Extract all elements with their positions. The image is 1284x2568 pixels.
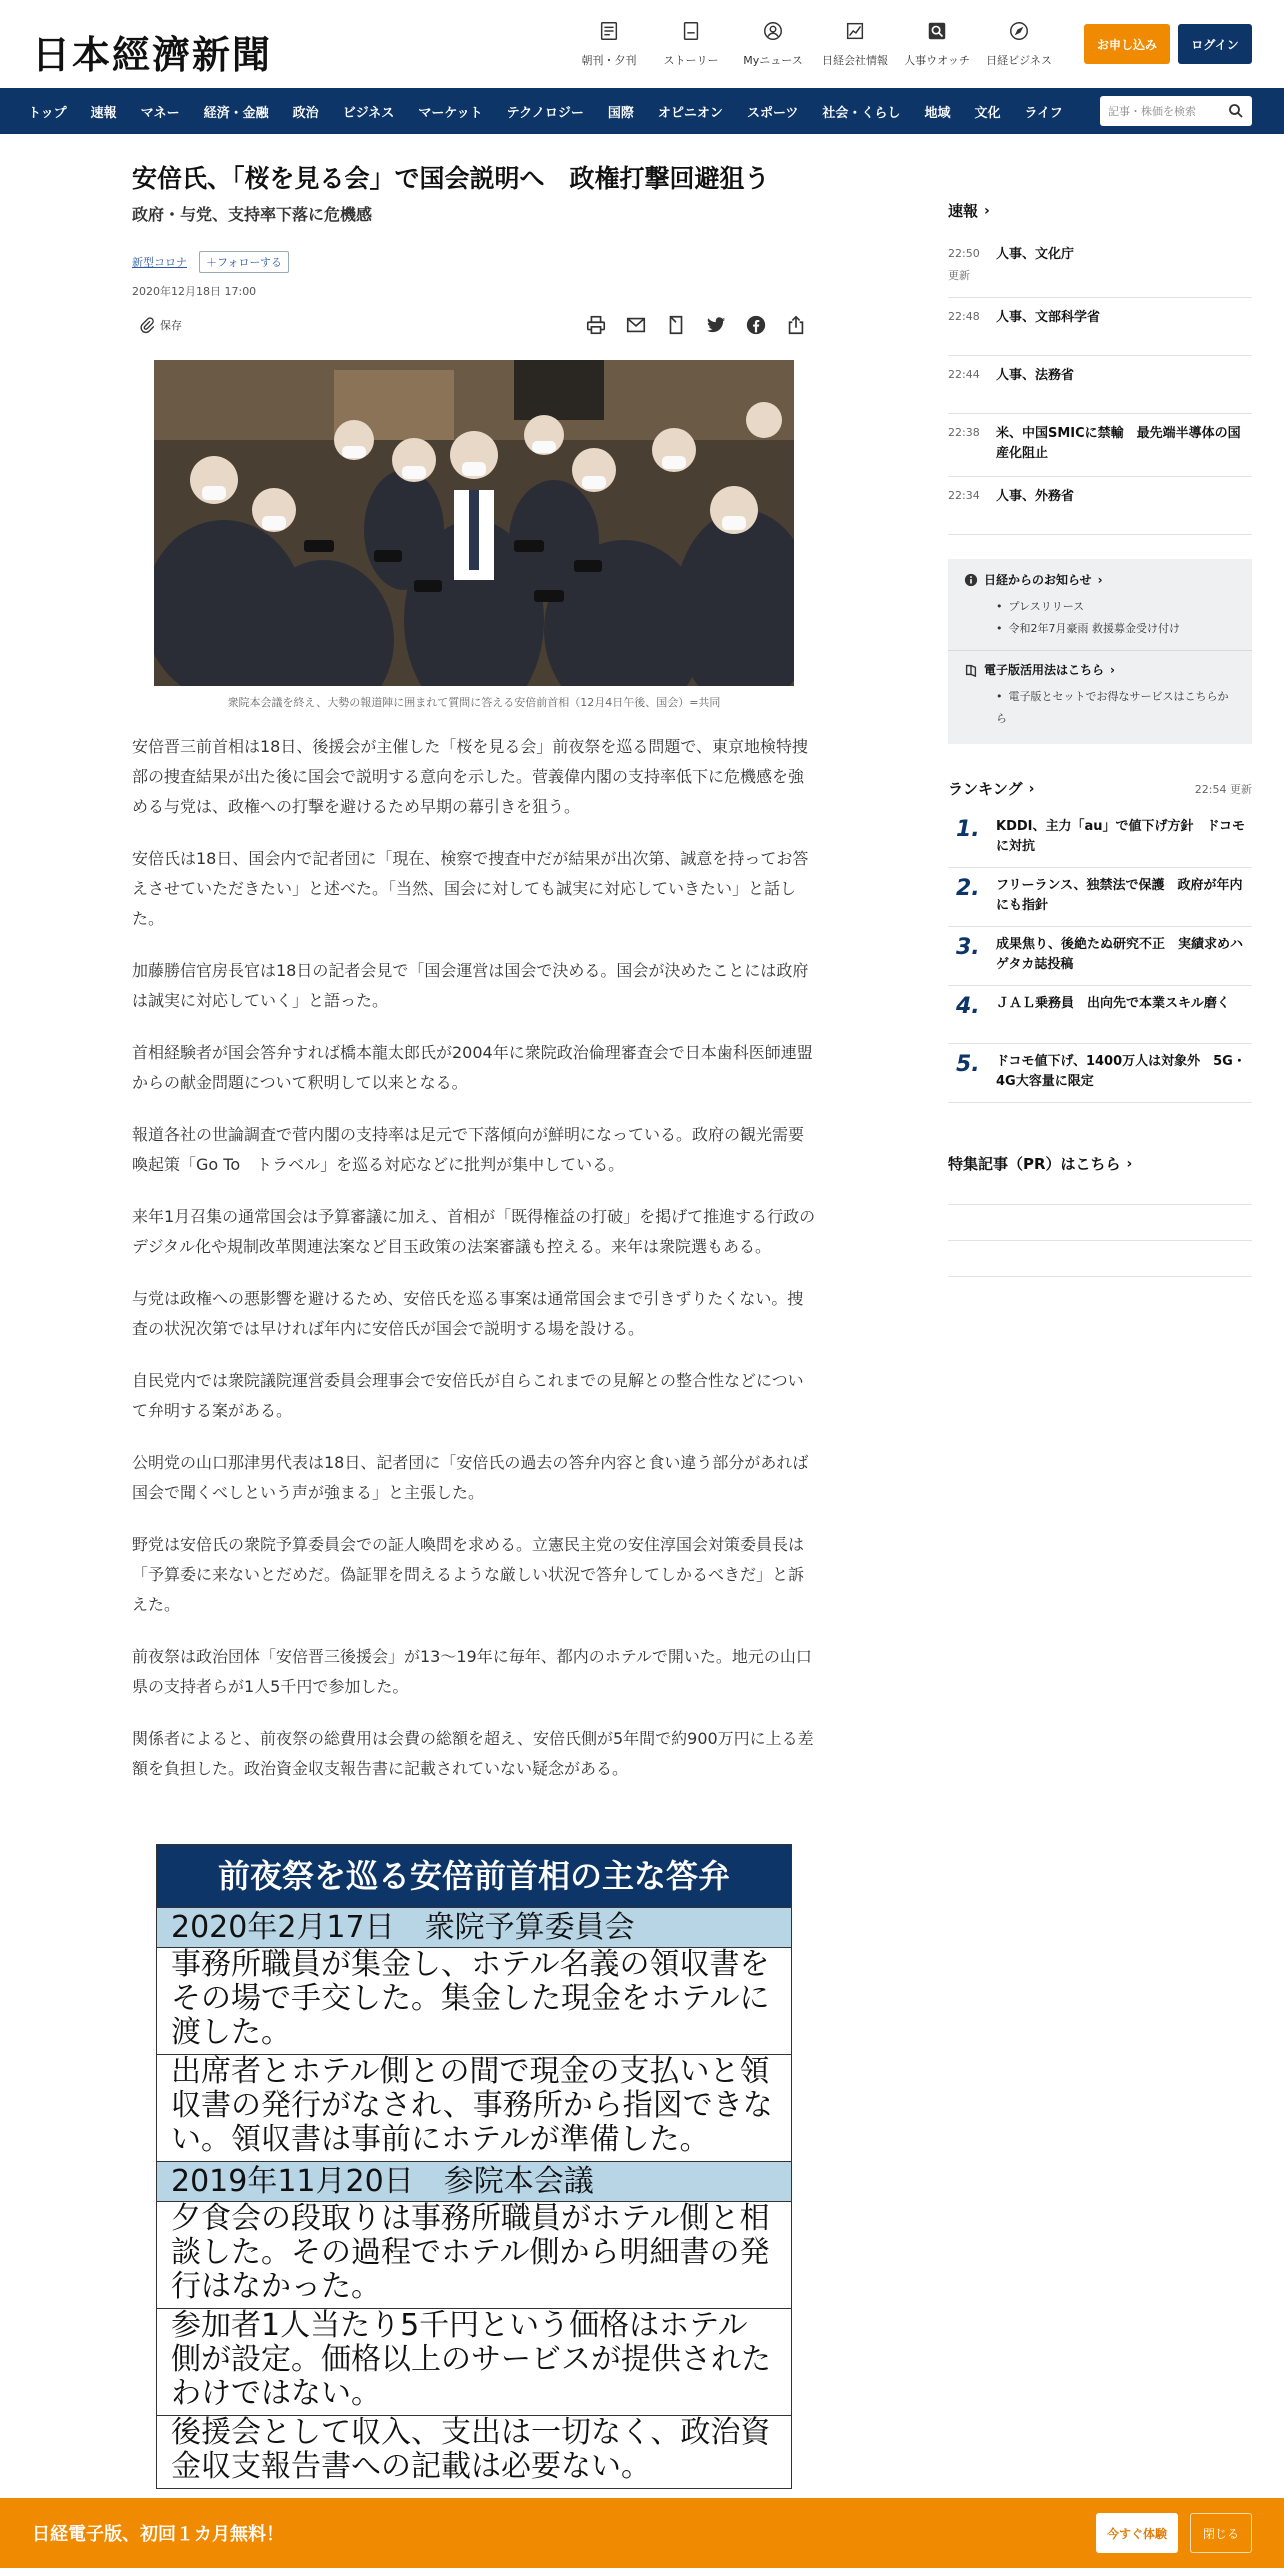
article-paragraph: 与党は政権への悪影響を避けるため、安倍氏を巡る事案は通常国会まで引きずりたくない。捜査の状況次第では早ければ年内に安倍氏が国会で説明する場を設ける。 (132, 1289, 804, 1338)
press-scrum-photo (154, 360, 794, 686)
header-nav-label: ストーリー (663, 54, 719, 67)
main-nav-item[interactable]: 国際 (607, 105, 634, 121)
rank-number: 3. (956, 935, 980, 960)
info-icon (964, 573, 978, 587)
article-body (132, 732, 816, 1806)
main-nav-item[interactable]: 地域 (924, 105, 951, 121)
main-nav-item[interactable]: 政治 (292, 105, 319, 121)
ranking-updated-time: 22:54 更新 (1194, 782, 1252, 796)
feature-placeholder-row (948, 1241, 1252, 1277)
share-icons (576, 314, 816, 336)
header-nav-story[interactable] (650, 20, 732, 68)
header-nav-jinji[interactable] (896, 20, 978, 68)
mail-icon (625, 314, 647, 336)
answers-row: 出席者とホテル側との間で現金の支払いと領収書の発行がなされ、事務所から指図できない。領収書は事前にホテルが準備した。 (157, 2054, 791, 2161)
main-nav-item[interactable]: 社会・くらし (822, 105, 901, 121)
news-time: 22:48 (948, 310, 980, 323)
trial-banner (0, 2498, 1284, 2568)
article-paragraph: 安倍氏は18日、国会内で記者団に「現在、検察で捜査中だが結果が出次第、誠意を持ってお答えさせていただきたい」と述べた。「当然、国会に対しても誠実に対応していきたい」と話した。 (132, 849, 809, 928)
chart-icon (844, 20, 866, 42)
news-time: 22:44 (948, 368, 980, 381)
search-person-icon (926, 20, 948, 42)
rank-number: 2. (956, 876, 980, 901)
book-icon (964, 663, 978, 677)
chevron-right-icon: › (1097, 572, 1103, 587)
article-toolbar (132, 312, 816, 342)
main-nav-item[interactable]: 速報 (90, 105, 117, 121)
follow-button[interactable] (199, 251, 289, 273)
header-nav (568, 20, 1060, 68)
main-nav-item[interactable]: スポーツ (746, 105, 799, 121)
usage-heading[interactable] (964, 661, 1236, 678)
chevron-right-icon: › (1110, 662, 1115, 677)
header-nav-label: 日経ビジネス (986, 54, 1052, 67)
facebook-icon (745, 314, 767, 336)
main-nav-item[interactable]: マーケット (418, 105, 483, 121)
notice-link[interactable]: • 令和2年7月豪雨 救援募金受け付け (996, 618, 1236, 640)
main-nav-item[interactable]: マネー (140, 105, 180, 121)
notice-link[interactable]: • プレスリリース (996, 596, 1236, 618)
article-subhead: 政府・与党、支持率下落に危機感 (132, 205, 373, 224)
notice-heading-label: 日経からのお知らせ (984, 573, 1092, 587)
breaking-news-list (948, 235, 1252, 535)
article-paragraph: 野党は安倍氏の衆院予算委員会での証人喚問を求める。立憲民主党の安住淳国会対策委員長は「予算委に来ないとだめだ。偽証罪を問えるような厳しい状況で答弁してしかるべきだ」と訴えた。 (132, 1535, 805, 1614)
chevron-right-icon: › (1028, 780, 1035, 797)
answers-row: 後援会として収入、支出は一切なく、政治資金収支報告書への記載は必要ない。 (157, 2415, 791, 2488)
print-button[interactable] (576, 314, 616, 336)
main-nav-item[interactable]: テクノロジー (506, 105, 584, 121)
rank-title: ＪＡＬ乗務員 出向先で本業スキル磨く (996, 996, 1230, 1011)
chevron-right-icon: › (984, 202, 990, 219)
memo-button[interactable] (656, 314, 696, 336)
article-paragraph: 報道各社の世論調査で菅内閣の支持率は足元で下落傾向が鮮明になっている。政府の観光需要喚起策「Go To トラベル」を巡る対応などに批判が集中している。 (132, 1125, 805, 1174)
ranking-list (948, 809, 1252, 1103)
search-icon[interactable] (1228, 103, 1244, 119)
article-paragraph: 公明党の山口那津男代表は18日、記者団に「安倍氏の過去の答弁内容と食い違う部分があれば国会で聞くべしという声が強まる」と主張した。 (132, 1453, 809, 1502)
user-icon (762, 20, 784, 42)
header-nav-mynews[interactable] (732, 20, 814, 68)
usage-link[interactable]: • 電子版とセットでお得なサービスはこちらから (996, 686, 1236, 730)
rank-number: 1. (956, 817, 980, 842)
ranking-item[interactable] (948, 927, 1252, 986)
paperclip-icon (138, 316, 156, 334)
usage-heading-label: 電子版活用法はこちら (984, 663, 1105, 677)
story-icon (680, 20, 702, 42)
feature-section (948, 1153, 1252, 1205)
header-nav-business[interactable] (978, 20, 1060, 68)
news-item[interactable] (948, 235, 1252, 298)
main-nav-list (16, 88, 1075, 134)
main-nav-item[interactable]: 文化 (974, 105, 1001, 121)
print-icon (585, 314, 607, 336)
rank-title: 成果焦り、後絶たぬ研究不正 実績求めハゲタカ誌投稿 (996, 937, 1244, 972)
article-headline: 安倍氏、「桜を見る会」で国会説明へ 政権打撃回避狙う (132, 164, 770, 193)
article-paragraph: 加藤勝信官房長官は18日の記者会見で「国会運営は国会で決める。国会が決めたことには政府は誠実に対応していく」と語った。 (132, 961, 809, 1010)
feature-placeholder-row (948, 1205, 1252, 1241)
share-button[interactable] (776, 314, 816, 336)
share-icon (785, 314, 807, 336)
notice-box (948, 559, 1252, 744)
news-time: 22:38 (948, 426, 980, 439)
feature-heading[interactable] (948, 1153, 1252, 1174)
publish-date: 2020年12月18日 17:00 (132, 285, 257, 298)
login-button[interactable]: ログイン (1178, 24, 1252, 64)
ranking-item[interactable] (948, 868, 1252, 927)
news-item[interactable] (948, 477, 1252, 535)
trial-banner-text: 日経電子版、初回１カ月無料！ (32, 2524, 284, 2545)
notice-heading[interactable] (964, 571, 1236, 588)
plus-icon: ＋ (206, 256, 217, 269)
article (132, 160, 816, 2484)
ranking-item[interactable] (948, 1044, 1252, 1103)
site-logo[interactable]: 日本經濟新聞 (32, 32, 273, 77)
answers-date-row: 2019年11月20日 参院本会議 (157, 2161, 791, 2201)
main-nav-item[interactable]: ライフ (1024, 105, 1063, 121)
newspaper-icon (598, 20, 620, 42)
article-paragraph: 前夜祭は政治団体「安倍晋三後援会」が13～19年に毎年、都内のホテルで開いた。地元の山口県の支持者らが1人5千円で参加した。 (132, 1647, 812, 1696)
search-box (1100, 96, 1252, 126)
twitter-icon (705, 314, 727, 336)
news-title: 米、中国SMICに禁輸 最先端半導体の国産化阻止 (996, 426, 1241, 461)
answers-table (156, 1844, 792, 2489)
ranking-heading[interactable] (948, 778, 1034, 799)
ranking-heading-label: ランキング (948, 780, 1023, 798)
main-nav (0, 88, 1284, 134)
feature-heading-label: 特集記事（PR）はこちら (948, 1155, 1121, 1173)
news-title: 人事、法務省 (996, 368, 1075, 383)
article-paragraph: 自民党内では衆院議院運営委員会理事会で安倍氏が自らこれまでの見解との整合性などについて弁明する案がある。 (132, 1371, 804, 1420)
header-nav-label: 人事ウオッチ (904, 54, 970, 67)
header-nav-paper[interactable] (568, 20, 650, 68)
news-updated-label: 更新 (948, 269, 970, 282)
follow-label: フォローする (217, 256, 282, 269)
news-title: 人事、文化庁 (996, 247, 1075, 262)
rank-title: ドコモ値下げ、1400万人は対象外 5G・4G大容量に限定 (996, 1054, 1246, 1089)
search-input[interactable] (1108, 101, 1220, 121)
answers-table-title: 前夜祭を巡る安倍前首相の主な答弁 (157, 1845, 791, 1907)
save-label: 保存 (160, 319, 182, 332)
breaking-news-heading[interactable] (948, 200, 1252, 221)
chevron-right-icon: › (1126, 1155, 1133, 1172)
save-button[interactable] (138, 316, 182, 334)
memo-icon (665, 314, 687, 336)
article-paragraph: 関係者によると、前夜祭の総費用は会費の総額を超え、安倍氏側が5年間で約900万円に上る差額を負担した。政治資金収支報告書に記載されていない疑念がある。 (132, 1729, 814, 1778)
subscribe-button[interactable]: お申し込み (1084, 24, 1170, 64)
article-paragraph: 安倍晋三前首相は18日、後援会が主催した「桜を見る会」前夜祭を巡る問題で、東京地検特捜部の捜査結果が出た後に国会で説明する意向を示した。菅義偉内閣の支持率低下に危機感を強める与党は、政権への打撃を避けるため早期の幕引きを狙う。 (132, 737, 809, 816)
header-nav-label: Myニュース (743, 54, 803, 67)
main-nav-item[interactable]: オピニオン (657, 105, 723, 121)
main-nav-item[interactable]: トップ (28, 105, 67, 121)
news-time: 22:50 (948, 247, 980, 260)
news-item[interactable] (948, 356, 1252, 414)
divider (948, 650, 1252, 651)
header-nav-company[interactable] (814, 20, 896, 68)
site-header (0, 0, 1284, 88)
mail-button[interactable] (616, 314, 656, 336)
news-title: 人事、外務省 (996, 489, 1075, 504)
news-title: 人事、文部科学省 (996, 310, 1101, 325)
news-item[interactable] (948, 298, 1252, 356)
ranking-item[interactable] (948, 986, 1252, 1044)
twitter-button[interactable] (696, 314, 736, 336)
topic-row (132, 251, 816, 273)
compass-icon (1008, 20, 1030, 42)
news-item[interactable] (948, 414, 1252, 477)
header-nav-label: 朝刊・夕刊 (581, 54, 637, 67)
rank-number: 4. (956, 994, 980, 1019)
ranking-item[interactable] (948, 809, 1252, 868)
answers-row: 参加者1人当たり5千円という価格はホテル側が設定。価格以上のサービスが提供されたわけではない。 (157, 2308, 791, 2415)
photo-caption: 衆院本会議を終え、大勢の報道陣に囲まれて質問に答える安倍前首相（12月4日午後、国会）=共同 (227, 696, 721, 709)
sidebar (948, 200, 1252, 1277)
main-nav-item[interactable]: 経済・金融 (203, 105, 269, 121)
breaking-news-heading-label: 速報 (948, 202, 979, 220)
rank-title: KDDI、主力「au」で値下げ方針 ドコモに対抗 (996, 819, 1246, 854)
article-paragraph: 首相経験者が国会答弁すれば橋本龍太郎氏が2004年に衆院政治倫理審査会で日本歯科医師連盟からの献金問題について釈明して以来となる。 (132, 1043, 813, 1092)
facebook-button[interactable] (736, 314, 776, 336)
answers-date-row: 2020年2月17日 衆院予算委員会 (157, 1907, 791, 1947)
main-nav-item[interactable]: ビジネス (342, 105, 395, 121)
try-now-button[interactable]: 今すぐ体験 (1096, 2513, 1178, 2553)
close-banner-button[interactable]: 閉じる (1190, 2513, 1252, 2553)
header-nav-label: 日経会社情報 (822, 54, 888, 67)
article-paragraph: 来年1月召集の通常国会は予算審議に加え、首相が「既得権益の打破」を掲げて推進する行政のデジタル化や規制改革関連法案など目玉政策の法案審議も控える。来年は衆院選もある。 (132, 1207, 816, 1256)
article-photo (154, 360, 794, 686)
topic-link[interactable]: 新型コロナ (132, 256, 187, 269)
rank-number: 5. (956, 1052, 980, 1077)
answers-row: 夕食会の段取りは事務所職員がホテル側と相談した。その過程でホテル側から明細書の発行はなかった。 (157, 2201, 791, 2308)
answers-row: 事務所職員が集金し、ホテル名義の領収書をその場で手交した。集金した現金をホテルに渡した。 (157, 1947, 791, 2054)
ranking-section (948, 778, 1252, 1103)
news-time: 22:34 (948, 489, 980, 502)
rank-title: フリーランス、独禁法で保護 政府が年内にも指針 (996, 878, 1243, 913)
